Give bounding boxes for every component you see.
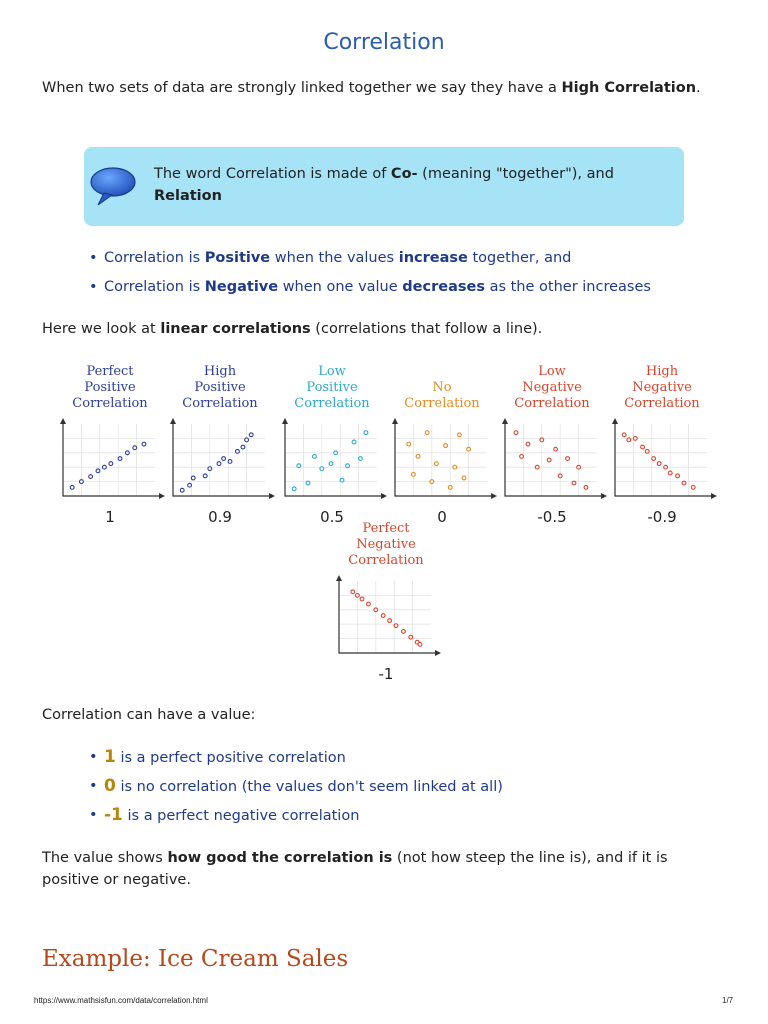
correlation-panel: [497, 364, 607, 524]
intro-text: When two sets of data are strongly linked together we say they have a: [42, 80, 562, 96]
scatter-point: [217, 462, 221, 466]
scatter-point: [313, 455, 317, 459]
scatter-point: [388, 619, 392, 623]
axes: [339, 577, 437, 653]
scatter-point: [346, 464, 350, 468]
scatter-point: [334, 451, 338, 455]
panel-title-line: No: [432, 380, 452, 395]
scatter-point: [664, 465, 668, 469]
intro-end: .: [696, 80, 701, 96]
scatter-point: [435, 462, 439, 466]
scatter-point: [203, 474, 207, 478]
scatter-point: [80, 480, 84, 484]
scatter-point: [430, 480, 434, 484]
scatter-point: [453, 465, 457, 469]
scatter-point: [297, 464, 301, 468]
value-number: 0: [104, 776, 116, 796]
scatter-plot: [607, 416, 717, 506]
note-text: [154, 163, 664, 207]
panel-title-line: Correlation: [514, 396, 590, 411]
scatter-point: [109, 462, 113, 466]
scatter-point: [329, 462, 333, 466]
correlation-value-label: 0: [437, 508, 447, 526]
y-axis-arrow: [612, 418, 618, 424]
scatter-point: [249, 433, 253, 437]
scatter-point: [245, 438, 249, 442]
linear-end: (correlations that follow a line).: [310, 321, 543, 337]
linear-text: Here we look at: [42, 321, 161, 337]
panel-title-line: Negative: [632, 380, 692, 395]
scatter-point: [292, 487, 296, 491]
panel-title-line: Negative: [356, 537, 416, 552]
scatter-point: [416, 455, 420, 459]
bullet-text: when the values: [270, 250, 399, 266]
bullet-text: Correlation is: [104, 250, 205, 266]
bullet-text: Correlation is: [104, 279, 205, 295]
bullet-text: as the other increases: [484, 279, 651, 295]
bullet-bold: Negative: [204, 279, 279, 295]
scatter-point: [191, 476, 195, 480]
correlation-panel: [607, 364, 717, 524]
scatter-point: [657, 462, 661, 466]
can-have-paragraph: Correlation can have a value:: [42, 707, 256, 723]
scatter-point: [418, 642, 422, 646]
scatter-point: [622, 433, 626, 437]
correlation-value-label: 1: [105, 508, 115, 526]
correlation-value-label: -1: [378, 665, 394, 683]
scatter-point: [682, 481, 686, 485]
scatter-point: [554, 447, 558, 451]
panel-title-line: Low: [538, 364, 566, 379]
panel-title: [387, 380, 497, 412]
scatter-point: [359, 457, 363, 461]
y-axis-arrow: [502, 418, 508, 424]
panel-title: [277, 364, 387, 412]
panel-title-line: Correlation: [294, 396, 370, 411]
scatter-point: [448, 485, 452, 489]
scatter-point: [584, 485, 588, 489]
scatter-point: [228, 460, 232, 464]
intro-bold: High Correlation: [561, 80, 697, 96]
scatter-point: [89, 475, 93, 479]
panel-title-line: Perfect: [86, 364, 134, 379]
scatter-point: [180, 488, 184, 492]
linear-paragraph: [42, 318, 702, 340]
scatter-plot: [165, 416, 275, 506]
scatter-point: [142, 442, 146, 446]
scatter-point: [306, 481, 310, 485]
axes: [395, 420, 493, 496]
bullet-bold: decreases: [402, 279, 485, 295]
speech-bubble-icon: [88, 165, 138, 207]
footer-url: https://www.mathsisfun.com/data/correlation.html: [34, 996, 208, 1005]
panel-title: [165, 364, 275, 412]
panel-title-line: Perfect: [362, 521, 410, 536]
axes: [285, 420, 383, 496]
list-item: [104, 247, 651, 276]
panel-title-line: Low: [318, 364, 346, 379]
bullet-bold: Positive: [204, 250, 271, 266]
scatter-point: [425, 431, 429, 435]
panel-title-line: High: [203, 364, 237, 379]
scatter-point: [547, 458, 551, 462]
value-number: 1: [104, 747, 116, 767]
scatter-point: [409, 635, 413, 639]
value-number: -1: [104, 805, 123, 825]
value-paragraph: [42, 847, 702, 891]
correlation-panel: [331, 521, 441, 681]
correlation-value-label: -0.5: [537, 508, 567, 526]
scatter-point: [467, 447, 471, 451]
list-item: [104, 804, 503, 833]
panel-title-line: Correlation: [404, 396, 480, 411]
footer-page-number: 1/7: [722, 996, 734, 1005]
y-axis-arrow: [60, 418, 66, 424]
scatter-plot: [331, 573, 441, 663]
scatter-point: [364, 431, 368, 435]
scatter-point: [394, 624, 398, 628]
x-axis-arrow: [269, 493, 275, 499]
scatter-point: [374, 608, 378, 612]
scatter-plot: [55, 416, 165, 506]
panel-title-line: Correlation: [72, 396, 148, 411]
scatter-point: [641, 445, 645, 449]
scatter-point: [188, 483, 192, 487]
correlation-panel: [165, 364, 275, 524]
scatter-point: [351, 590, 355, 594]
scatter-point: [444, 444, 448, 448]
panel-title-line: High: [645, 364, 679, 379]
scatter-point: [566, 457, 570, 461]
y-axis-arrow: [170, 418, 176, 424]
scatter-point: [352, 440, 356, 444]
value-text: is a perfect positive correlation: [115, 750, 346, 766]
bullet-text: together, and: [467, 250, 572, 266]
scatter-plot: [387, 416, 497, 506]
panel-title: [607, 364, 717, 412]
x-axis-arrow: [711, 493, 717, 499]
scatter-point: [208, 467, 212, 471]
scatter-point: [133, 446, 137, 450]
intro-paragraph: [42, 77, 702, 99]
scatter-point: [367, 602, 371, 606]
panel-title-line: Positive: [194, 380, 246, 395]
note-co: Co-: [390, 166, 418, 182]
scatter-point: [241, 445, 245, 449]
panel-title-line: Correlation: [348, 553, 424, 568]
scatter-point: [402, 630, 406, 634]
scatter-point: [458, 433, 462, 437]
linear-bold: linear correlations: [160, 321, 311, 337]
scatter-point: [381, 614, 385, 618]
correlation-panel: [55, 364, 165, 524]
scatter-point: [462, 476, 466, 480]
axes: [615, 420, 713, 496]
scatter-point: [118, 457, 122, 461]
panel-title: [331, 521, 441, 569]
x-axis-arrow: [435, 650, 441, 656]
scatter-point: [526, 442, 530, 446]
value-text: is a perfect negative correlation: [122, 808, 360, 824]
scatter-point: [572, 481, 576, 485]
y-axis-arrow: [392, 418, 398, 424]
note-pre: The word Correlation is made of: [154, 166, 391, 182]
note-mid: (meaning "together"), and: [417, 166, 614, 182]
scatter-point: [340, 478, 344, 482]
correlation-sign-list: [104, 247, 651, 305]
correlation-value-label: 0.5: [320, 508, 344, 526]
panel-title-line: Correlation: [624, 396, 700, 411]
scatter-point: [520, 455, 524, 459]
value-text: is no correlation (the values don't seem linked at all): [115, 779, 503, 795]
example-heading: Example: Ice Cream Sales: [42, 946, 349, 972]
scatter-point: [70, 485, 74, 489]
value-pre: The value shows: [42, 850, 168, 866]
scatter-point: [320, 467, 324, 471]
y-axis-arrow: [336, 575, 342, 581]
list-item: [104, 746, 503, 775]
scatter-point: [645, 449, 649, 453]
scatter-point: [633, 437, 637, 441]
value-bold: how good the correlation is: [167, 850, 393, 866]
scatter-plot: [277, 416, 387, 506]
scatter-point: [691, 485, 695, 489]
y-axis-arrow: [282, 418, 288, 424]
list-item: [104, 775, 503, 804]
panel-title-line: Correlation: [182, 396, 258, 411]
page-title: Correlation: [323, 30, 445, 55]
scatter-point: [126, 451, 130, 455]
axes: [505, 420, 603, 496]
panel-title: [497, 364, 607, 412]
scatter-point: [356, 594, 360, 598]
scatter-point: [627, 438, 631, 442]
bullet-bold: increase: [398, 250, 468, 266]
scatter-point: [407, 442, 411, 446]
scatter-point: [514, 431, 518, 435]
scatter-point: [222, 457, 226, 461]
scatter-point: [668, 471, 672, 475]
scatter-point: [535, 465, 539, 469]
scatter-point: [96, 469, 100, 473]
correlation-value-label: -0.9: [647, 508, 677, 526]
list-item: [104, 276, 651, 305]
scatter-point: [360, 597, 364, 601]
scatter-point: [577, 465, 581, 469]
value-post: (not how steep the line is), and if it is positive or negative.: [42, 850, 668, 888]
scatter-point: [236, 449, 240, 453]
value-list: [104, 746, 503, 833]
panel-title-line: Positive: [84, 380, 136, 395]
correlation-panel: [277, 364, 387, 524]
bullet-text: when one value: [278, 279, 403, 295]
note-relation: Relation: [154, 188, 222, 204]
panel-title: [55, 364, 165, 412]
scatter-point: [540, 438, 544, 442]
scatter-point: [676, 474, 680, 478]
panel-title-line: Positive: [306, 380, 358, 395]
scatter-point: [103, 465, 107, 469]
scatter-point: [558, 474, 562, 478]
correlation-value-label: 0.9: [208, 508, 232, 526]
note-box: [84, 147, 684, 226]
scatter-point: [652, 457, 656, 461]
correlation-panel: [387, 364, 497, 524]
panel-title-line: Negative: [522, 380, 582, 395]
scatter-plot: [497, 416, 607, 506]
axes: [63, 420, 161, 496]
scatter-point: [412, 473, 416, 477]
